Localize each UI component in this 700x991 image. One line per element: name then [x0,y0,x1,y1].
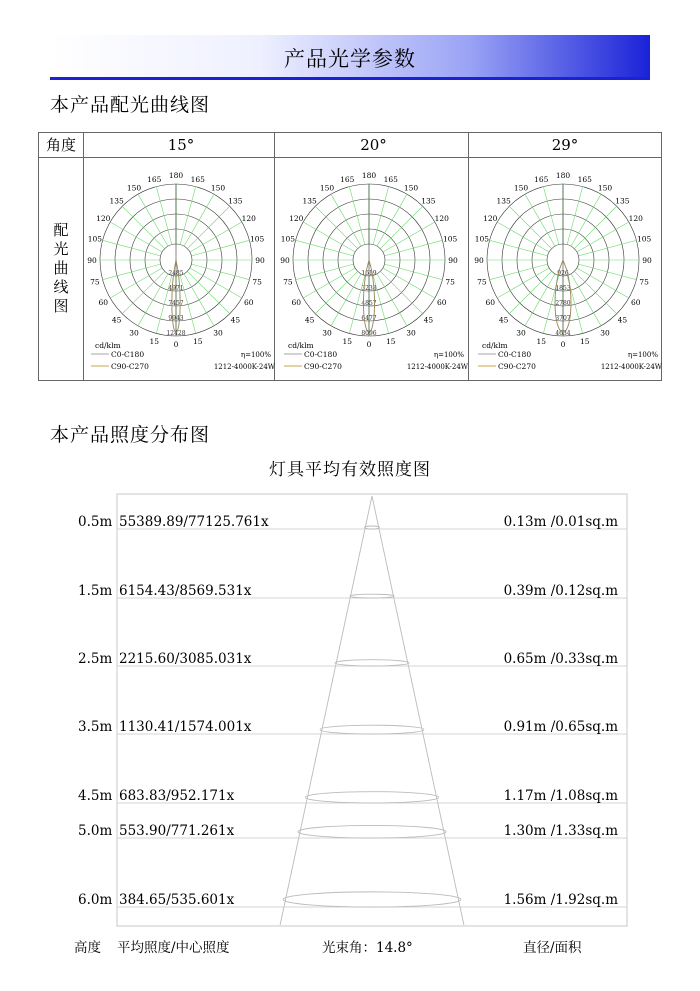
model-label: 1212-4000K-24W [406,363,468,371]
legend-c0: C0-C180 [304,350,338,359]
illumination-ellipse [335,660,409,666]
angle-tick-label: 15 [149,337,160,347]
lux-value: 384.65/535.601x [119,892,235,908]
angle-tick-label: 15 [385,337,396,347]
diameter-area-value: 0.65m /0.33sq.m [503,651,618,667]
angle-tick-label: 60 [436,298,447,307]
lux-value: 683.83/952.171x [119,788,235,804]
angle-tick-label: 0 [173,340,179,349]
angle-tick-label: 105 [280,234,296,244]
angle-header-20: 20° [360,136,387,154]
illumination-ellipse [298,825,446,838]
ring-value-label: 3238 [361,285,377,292]
angle-tick-label: 60 [291,298,302,307]
angle-tick-label: 180 [555,171,571,180]
angle-tick-label: 15 [342,337,353,347]
angle-tick-label: 60 [243,298,254,307]
angle-tick-label: 120 [96,214,111,223]
ring-value-label: 1619 [361,270,377,277]
angle-tick-label: 75 [445,277,455,287]
legend-c90: C90-C270 [304,362,342,371]
angle-tick-label: 150 [319,183,335,193]
angle-tick-label: 165 [190,174,205,184]
cone-edge-left [280,496,372,925]
footer-lux-label: 平均照度/中心照度 [117,940,230,956]
angle-tick-label: 135 [109,196,124,206]
efficiency-label: η=100% [433,351,464,359]
ring-value-label: 6477 [361,315,377,322]
section-heading-light-distribution: 本产品配光曲线图 [50,94,211,116]
angle-tick-label: 90 [87,256,97,265]
ring-value-label: 4634 [555,330,571,337]
efficiency-label: η=100% [627,351,658,359]
angle-tick-label: 120 [483,214,498,223]
angle-tick-label: 75 [90,277,100,287]
angle-tick-label: 165 [147,174,162,184]
angle-tick-label: 60 [485,298,496,307]
legend-unit: cd/klm [95,341,121,350]
diameter-area-value: 1.30m /1.33sq.m [503,823,618,839]
angle-tick-label: 180 [361,171,377,180]
angle-tick-label: 105 [87,234,103,244]
illumination-ellipse [283,892,461,907]
illumination-ellipse [350,594,394,598]
efficiency-label: η=100% [240,351,271,359]
angle-tick-label: 150 [403,183,419,193]
page-title: 产品光学参数 [284,47,416,71]
height-label: 4.5m [78,788,113,804]
legend-c90: C90-C270 [498,362,536,371]
ring-value-label: 4857 [361,300,377,307]
legend-c0: C0-C180 [111,350,145,359]
height-label: 0.5m [78,514,113,530]
angle-tick-label: 90 [474,256,484,265]
model-label: 1212-4000K-24W [213,363,275,371]
angle-tick-label: 30 [322,328,332,338]
angle-tick-label: 75 [477,277,487,287]
angle-tick-label: 120 [628,214,643,223]
diameter-area-value: 0.39m /0.12sq.m [503,583,618,599]
lux-value: 2215.60/3085.031x [119,651,252,667]
angle-tick-label: 30 [129,328,139,338]
height-label: 2.5m [78,651,113,667]
ring-value-label: 9943 [168,315,184,322]
angle-tick-label: 150 [597,183,613,193]
height-label: 6.0m [78,892,113,908]
angle-tick-label: 135 [615,196,630,206]
diameter-area-value: 0.13m /0.01sq.m [503,514,618,530]
angle-tick-label: 60 [630,298,641,307]
lux-value: 6154.43/8569.531x [119,583,252,599]
angle-tick-label: 90 [448,256,458,265]
angle-tick-label: 105 [636,234,652,244]
lux-value: 553.90/771.261x [119,823,235,839]
ring-value-label: 7457 [168,300,184,307]
angle-tick-label: 165 [534,174,549,184]
ring-value-label: 8096 [361,330,377,337]
angle-tick-label: 180 [168,171,184,180]
angle-tick-label: 90 [280,256,290,265]
angle-tick-label: 105 [442,234,458,244]
legend-c90: C90-C270 [111,362,149,371]
angle-tick-label: 135 [302,196,317,206]
ring-value-label: 2485 [168,270,184,277]
section-heading-illuminance: 本产品照度分布图 [50,424,211,446]
angle-tick-label: 120 [241,214,256,223]
legend-unit: cd/klm [482,341,508,350]
angle-header-29: 29° [551,136,579,154]
legend-unit: cd/klm [288,341,314,350]
angle-tick-label: 135 [421,196,436,206]
angle-tick-label: 15 [536,337,547,347]
height-label: 1.5m [78,583,113,599]
diameter-area-value: 1.56m /1.92sq.m [503,892,618,908]
angle-tick-label: 135 [496,196,511,206]
angle-tick-label: 75 [639,277,649,287]
angle-tick-label: 30 [406,328,416,338]
angle-tick-label: 45 [111,315,122,325]
ring-value-label: 1853 [555,285,571,292]
ring-value-label: 3707 [555,315,571,322]
illuminance-chart-title: 灯具平均有效照度图 [269,460,431,480]
angle-tick-label: 45 [230,315,241,325]
angle-tick-label: 15 [192,337,203,347]
illumination-ellipse [320,725,424,734]
angle-tick-label: 0 [366,340,372,349]
angle-tick-label: 30 [516,328,526,338]
ring-value-label: 4971 [168,285,184,292]
angle-tick-label: 75 [283,277,293,287]
angle-tick-label: 165 [383,174,398,184]
angle-tick-label: 0 [560,340,566,349]
angle-tick-label: 45 [423,315,434,325]
illumination-ellipse [365,526,380,529]
lux-value: 55389.89/77125.761x [119,514,269,530]
angle-tick-label: 150 [210,183,226,193]
model-label: 1212-4000K-24W [600,363,662,371]
cone-edge-right [372,496,464,925]
angle-tick-label: 75 [252,277,262,287]
angle-tick-label: 105 [474,234,490,244]
diameter-area-value: 1.17m /1.08sq.m [503,788,618,804]
angle-tick-label: 90 [255,256,265,265]
angle-tick-label: 30 [213,328,223,338]
angle-tick-label: 45 [617,315,628,325]
height-label: 3.5m [78,719,113,735]
angle-tick-label: 120 [434,214,449,223]
footer-area-label: 直径/面积 [523,940,582,956]
row-label: 配光曲线图 [51,221,70,317]
ring-value-label: 2780 [555,300,571,307]
height-label: 5.0m [78,823,113,839]
angle-tick-label: 165 [340,174,355,184]
ring-value-label: 12428 [166,330,186,337]
ring-value-label: 926 [557,270,569,277]
angle-tick-label: 150 [126,183,142,193]
angle-header-15: 15° [167,136,195,154]
angle-tick-label: 105 [249,234,265,244]
footer-height-label: 高度 [74,940,101,956]
angle-tick-label: 135 [228,196,243,206]
diameter-area-value: 0.91m /0.65sq.m [503,719,618,735]
angle-tick-label: 30 [600,328,610,338]
legend-c0: C0-C180 [498,350,532,359]
chart-frame [117,494,627,926]
angle-header-label: 角度 [45,136,76,154]
angle-tick-label: 15 [579,337,590,347]
angle-tick-label: 150 [513,183,529,193]
illumination-ellipse [305,792,438,803]
angle-tick-label: 165 [577,174,592,184]
angle-tick-label: 60 [98,298,109,307]
angle-tick-label: 45 [498,315,509,325]
angle-tick-label: 120 [289,214,304,223]
lux-value: 1130.41/1574.001x [119,719,252,735]
angle-tick-label: 90 [642,256,652,265]
footer-beam-angle: 光束角：14.8° [322,940,413,956]
angle-tick-label: 45 [304,315,315,325]
